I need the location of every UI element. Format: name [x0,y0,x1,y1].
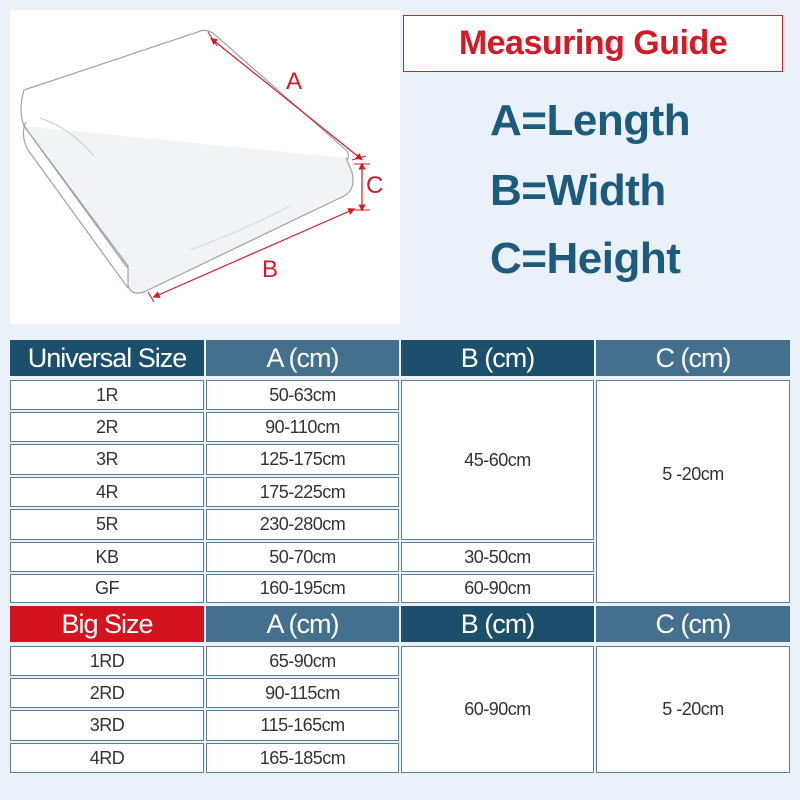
universal-a-header: A (cm) [206,340,399,376]
cushion-diagram [10,10,400,324]
table-row-a: 90-110cm [206,412,399,442]
table-row-size: 2R [10,412,204,442]
table-row-size: 4RD [10,743,204,773]
universal-c-header: C (cm) [596,340,790,376]
table-row-size: 4R [10,477,204,507]
table-row-a: 160-195cm [206,574,399,603]
universal-b-merged-cell: 45-60cm [401,380,594,540]
universal-c-merged-cell: 5 -20cm [596,380,790,603]
table-row-size: 3RD [10,710,204,741]
table-row-a: 165-185cm [206,743,399,773]
legend-height: C=Height [490,234,681,283]
legend-width: B=Width [490,166,666,215]
table-row-a: 115-165cm [206,710,399,741]
table-row-size: 2RD [10,678,204,708]
measuring-guide-title: Measuring Guide [403,15,783,72]
table-row-size: GF [10,574,204,603]
table-row-a: 125-175cm [206,444,399,475]
big-b-merged-cell: 60-90cm [401,646,594,773]
table-row-a: 65-90cm [206,646,399,676]
big-b-header: B (cm) [401,606,594,642]
dimension-b-label: B [262,256,279,283]
cushion-illustration [10,10,400,324]
universal-b-header: B (cm) [401,340,594,376]
table-row-size: 3R [10,444,204,475]
universal-size-header: Universal Size [10,340,204,376]
table-row-size: KB [10,542,204,572]
table-row-a: 175-225cm [206,477,399,507]
table-row-size: 1R [10,380,204,410]
legend-length: A=Length [490,96,691,145]
universal-b-gf-cell: 60-90cm [401,574,594,603]
big-c-merged-cell: 5 -20cm [596,646,790,773]
table-row-size: 1RD [10,646,204,676]
table-row-a: 90-115cm [206,678,399,708]
big-c-header: C (cm) [596,606,790,642]
table-row-a: 50-63cm [206,380,399,410]
dimension-a-label: A [286,68,303,95]
table-row-a: 230-280cm [206,509,399,540]
big-size-header: Big Size [10,606,204,642]
dimension-c-label: C [366,172,384,199]
universal-b-kb-cell: 30-50cm [401,542,594,572]
table-row-size: 5R [10,509,204,540]
big-a-header: A (cm) [206,606,399,642]
table-row-a: 50-70cm [206,542,399,572]
